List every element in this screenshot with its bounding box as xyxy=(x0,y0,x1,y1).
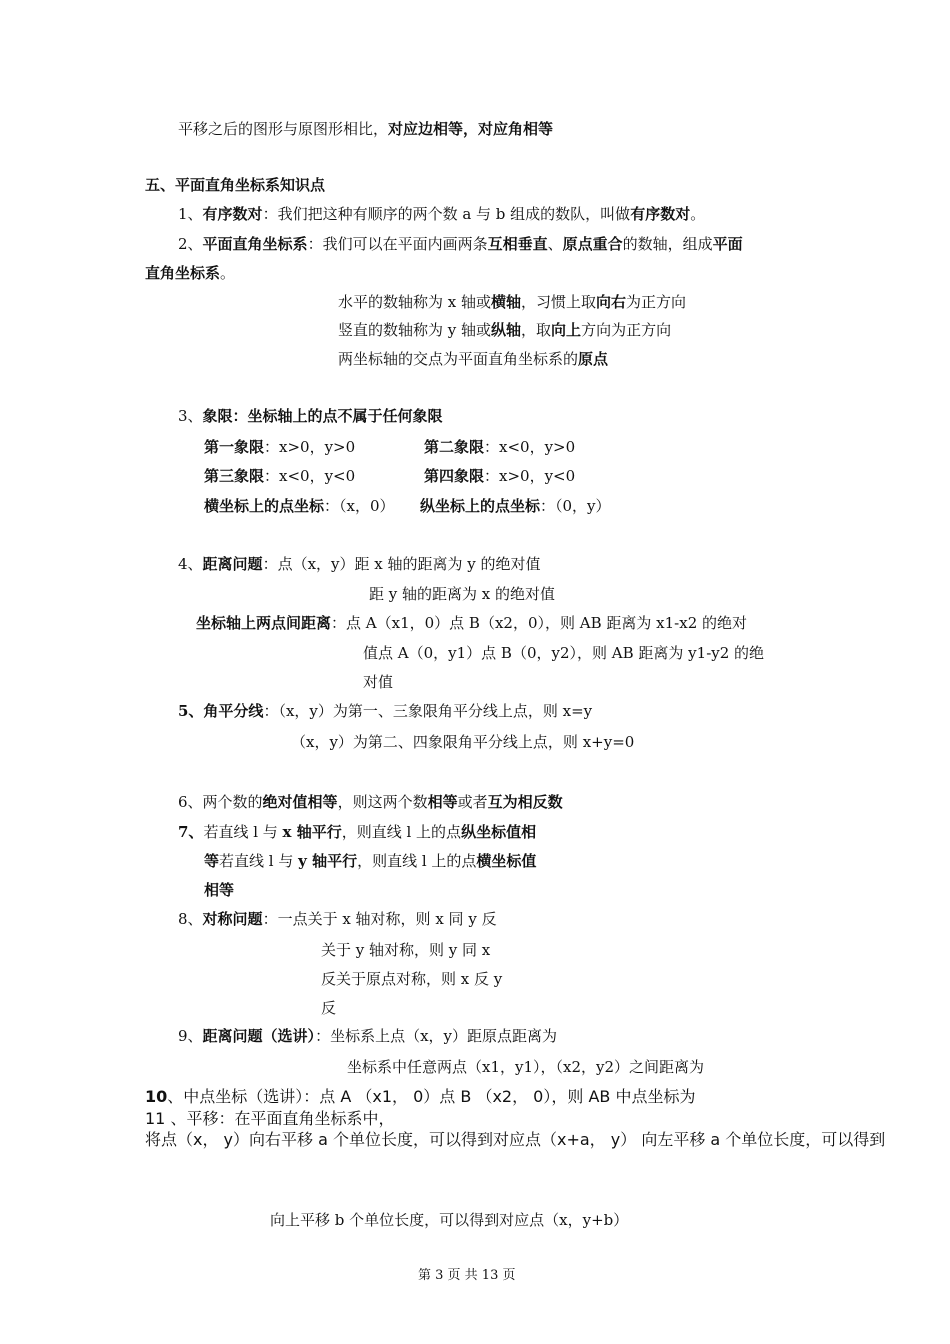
text-span: 为正方向 xyxy=(626,293,687,311)
text-span: 。 xyxy=(690,205,706,223)
text-span: 或者 xyxy=(457,793,488,811)
point-7-end: 相等 xyxy=(204,881,235,899)
point-3-quadrants xyxy=(178,406,443,426)
bold-text: 纵轴 xyxy=(491,321,522,339)
bold-text: 5、角平分线 xyxy=(178,702,264,720)
bold-text: 等 xyxy=(204,852,220,870)
text-span: ：x<0，y<0 xyxy=(264,467,356,485)
bold-text: 有序数对 xyxy=(630,205,691,223)
point-8-cont-1: 关于 y 轴对称，则 y 同 x xyxy=(321,941,491,959)
bold-text: 平面 xyxy=(712,235,743,253)
point-11-translation-cont: 将点（x， y）向右平移 a 个单位长度，可以得到对应点（x+a， y） 向左平移 a 个单位长度，可以得到 xyxy=(145,1130,886,1149)
bold-text: 第三象限 xyxy=(204,467,265,485)
point-4-distance xyxy=(178,554,541,574)
bold-text: 原点重合 xyxy=(562,235,623,253)
text-span: 两坐标轴的交点为平面直角坐标系的 xyxy=(338,350,579,368)
bold-text: 距离问题（选讲） xyxy=(202,1027,316,1045)
point-8-symmetry xyxy=(178,909,497,929)
bold-text: 横轴 xyxy=(491,293,522,311)
axis-two-point-distance-cont: 值点 A（0，y1）点 B（0，y2），则 AB 距离为 y1-y2 的绝 xyxy=(363,644,765,662)
text-span: 9、 xyxy=(178,1027,203,1045)
text-span: ，习惯上取 xyxy=(521,293,597,311)
bold-text: y 轴平行 xyxy=(298,852,358,870)
point-2-coordinate-system xyxy=(178,234,743,254)
text-span: 1、 xyxy=(178,205,203,223)
text-span: 水平的数轴称为 x 轴或 xyxy=(338,293,491,311)
text-span: 6、两个数的 xyxy=(178,793,263,811)
bold-text: 直角坐标系 xyxy=(145,264,221,282)
point-5-bisector xyxy=(178,701,592,721)
axis-two-point-distance-end: 对值 xyxy=(363,673,394,691)
text-span: 4、 xyxy=(178,555,203,573)
quadrant-3 xyxy=(204,466,355,486)
text-span: 方向为正方向 xyxy=(581,321,672,339)
text-span: 若直线 l 与 xyxy=(219,852,299,870)
text-span: ：一点关于 x 轴对称，则 x 同 y 反 xyxy=(262,910,497,928)
point-11-translation: 11 、平移：在平面直角坐标系中， xyxy=(145,1109,395,1128)
point-8-cont-3: 反 xyxy=(321,999,337,1017)
text-span: 2、 xyxy=(178,235,203,253)
point-9-distance-optional xyxy=(178,1026,557,1046)
bold-text: 向右 xyxy=(596,293,627,311)
text-span: ：点 A（x1，0）点 B（x2，0），则 AB 距离为 x1-x2 的绝对 xyxy=(331,614,748,632)
text-span: 平移之后的图形与原图形相比， xyxy=(178,120,389,138)
text-span: ，取 xyxy=(521,321,552,339)
bold-text: 互相垂直 xyxy=(487,235,548,253)
quadrant-1 xyxy=(204,437,355,457)
bold-text: 第一象限 xyxy=(204,438,265,456)
bold-text: 互为相反数 xyxy=(487,793,563,811)
bold-text: x 轴平行 xyxy=(282,823,342,841)
text-span: ：x<0，y>0 xyxy=(484,438,576,456)
point-8-cont-2: 反关于原点对称，则 x 反 y xyxy=(321,970,503,988)
translation-property-line xyxy=(178,119,553,139)
point-11-translation-up: 向上平移 b 个单位长度，可以得到对应点（x，y+b） xyxy=(270,1211,629,1229)
section-heading: 五、平面直角坐标系知识点 xyxy=(145,176,326,194)
text-span: 竖直的数轴称为 y 轴或 xyxy=(338,321,492,339)
bold-text: 绝对值相等 xyxy=(262,793,338,811)
page-footer: 第 3 页 共 13 页 xyxy=(418,1268,516,1283)
point-5-bisector-2: （x，y）为第二、四象限角平分线上点，则 x+y=0 xyxy=(291,733,635,751)
bold-text: 有序数对 xyxy=(202,205,263,223)
bold-text: 对应边相等，对应角相等 xyxy=(388,120,554,138)
text-span: ，则直线 l 上的点 xyxy=(341,823,462,841)
text-span: ：（x，0） xyxy=(324,497,395,515)
text-span: ：我们可以在平面内画两条 xyxy=(307,235,488,253)
bold-text: 坐标轴上两点间距离 xyxy=(196,614,332,632)
text-span: 。 xyxy=(220,264,236,282)
bold-text: 横坐标值 xyxy=(476,852,537,870)
bold-text: 平面直角坐标系 xyxy=(202,235,308,253)
y-axis-point-coords xyxy=(420,496,611,516)
horizontal-axis-line xyxy=(338,292,686,312)
text-span: ：x>0，y>0 xyxy=(264,438,356,456)
text-span: 8、 xyxy=(178,910,203,928)
text-span: 的数轴，组成 xyxy=(622,235,713,253)
bold-text: 象限：坐标轴上的点不属于任何象限 xyxy=(202,407,443,425)
bold-text: 10 xyxy=(145,1087,168,1106)
point-10-midpoint xyxy=(145,1087,695,1107)
bold-text: 相等 xyxy=(427,793,458,811)
origin-line xyxy=(338,349,608,369)
point-4-distance-y: 距 y 轴的距离为 x 的绝对值 xyxy=(369,585,556,603)
text-span: ：我们把这种有顺序的两个数 a 与 b 组成的数队，叫做 xyxy=(262,205,631,223)
bold-text: 距离问题 xyxy=(202,555,263,573)
bold-text: 第二象限 xyxy=(424,438,485,456)
axis-two-point-distance xyxy=(196,613,747,633)
bold-text: 纵坐标值相 xyxy=(461,823,537,841)
bold-text: 对称问题 xyxy=(202,910,263,928)
text-span: ，则直线 l 上的点 xyxy=(357,852,477,870)
x-axis-point-coords xyxy=(204,496,395,516)
point-1-ordered-pair xyxy=(178,204,705,224)
point-7-cont xyxy=(204,851,536,871)
text-span: ，则这两个数 xyxy=(337,793,428,811)
text-span: ：（x，y）为第一、三象限角平分线上点，则 x=y xyxy=(263,702,593,720)
vertical-axis-line xyxy=(338,320,671,340)
bold-text: 7、 xyxy=(178,823,204,841)
quadrant-4 xyxy=(424,466,575,486)
bold-text: 向上 xyxy=(551,321,582,339)
text-span: 、 xyxy=(547,235,563,253)
text-span: ：点（x，y）距 x 轴的距离为 y 的绝对值 xyxy=(262,555,541,573)
point-9-cont: 坐标系中任意两点（x1，y1），（x2，y2）之间距离为 xyxy=(347,1058,705,1076)
text-span: ：（0，y） xyxy=(540,497,611,515)
text-span: 若直线 l 与 xyxy=(203,823,283,841)
text-span: 、中点坐标（选讲）：点 A （x1， 0）点 B （x2， 0），则 AB 中点坐标为 xyxy=(167,1087,696,1106)
bold-text: 第四象限 xyxy=(424,467,485,485)
text-span: ：x>0，y<0 xyxy=(484,467,576,485)
bold-text: 纵坐标上的点坐标 xyxy=(420,497,541,515)
point-6-opposite-numbers xyxy=(178,792,563,812)
text-span: 3、 xyxy=(178,407,203,425)
point-2-continuation xyxy=(145,263,235,283)
bold-text: 原点 xyxy=(578,350,609,368)
quadrant-2 xyxy=(424,437,575,457)
bold-text: 横坐标上的点坐标 xyxy=(204,497,325,515)
point-7-parallel-lines xyxy=(178,822,536,842)
text-span: ：坐标系上点（x，y）距原点距离为 xyxy=(315,1027,557,1045)
